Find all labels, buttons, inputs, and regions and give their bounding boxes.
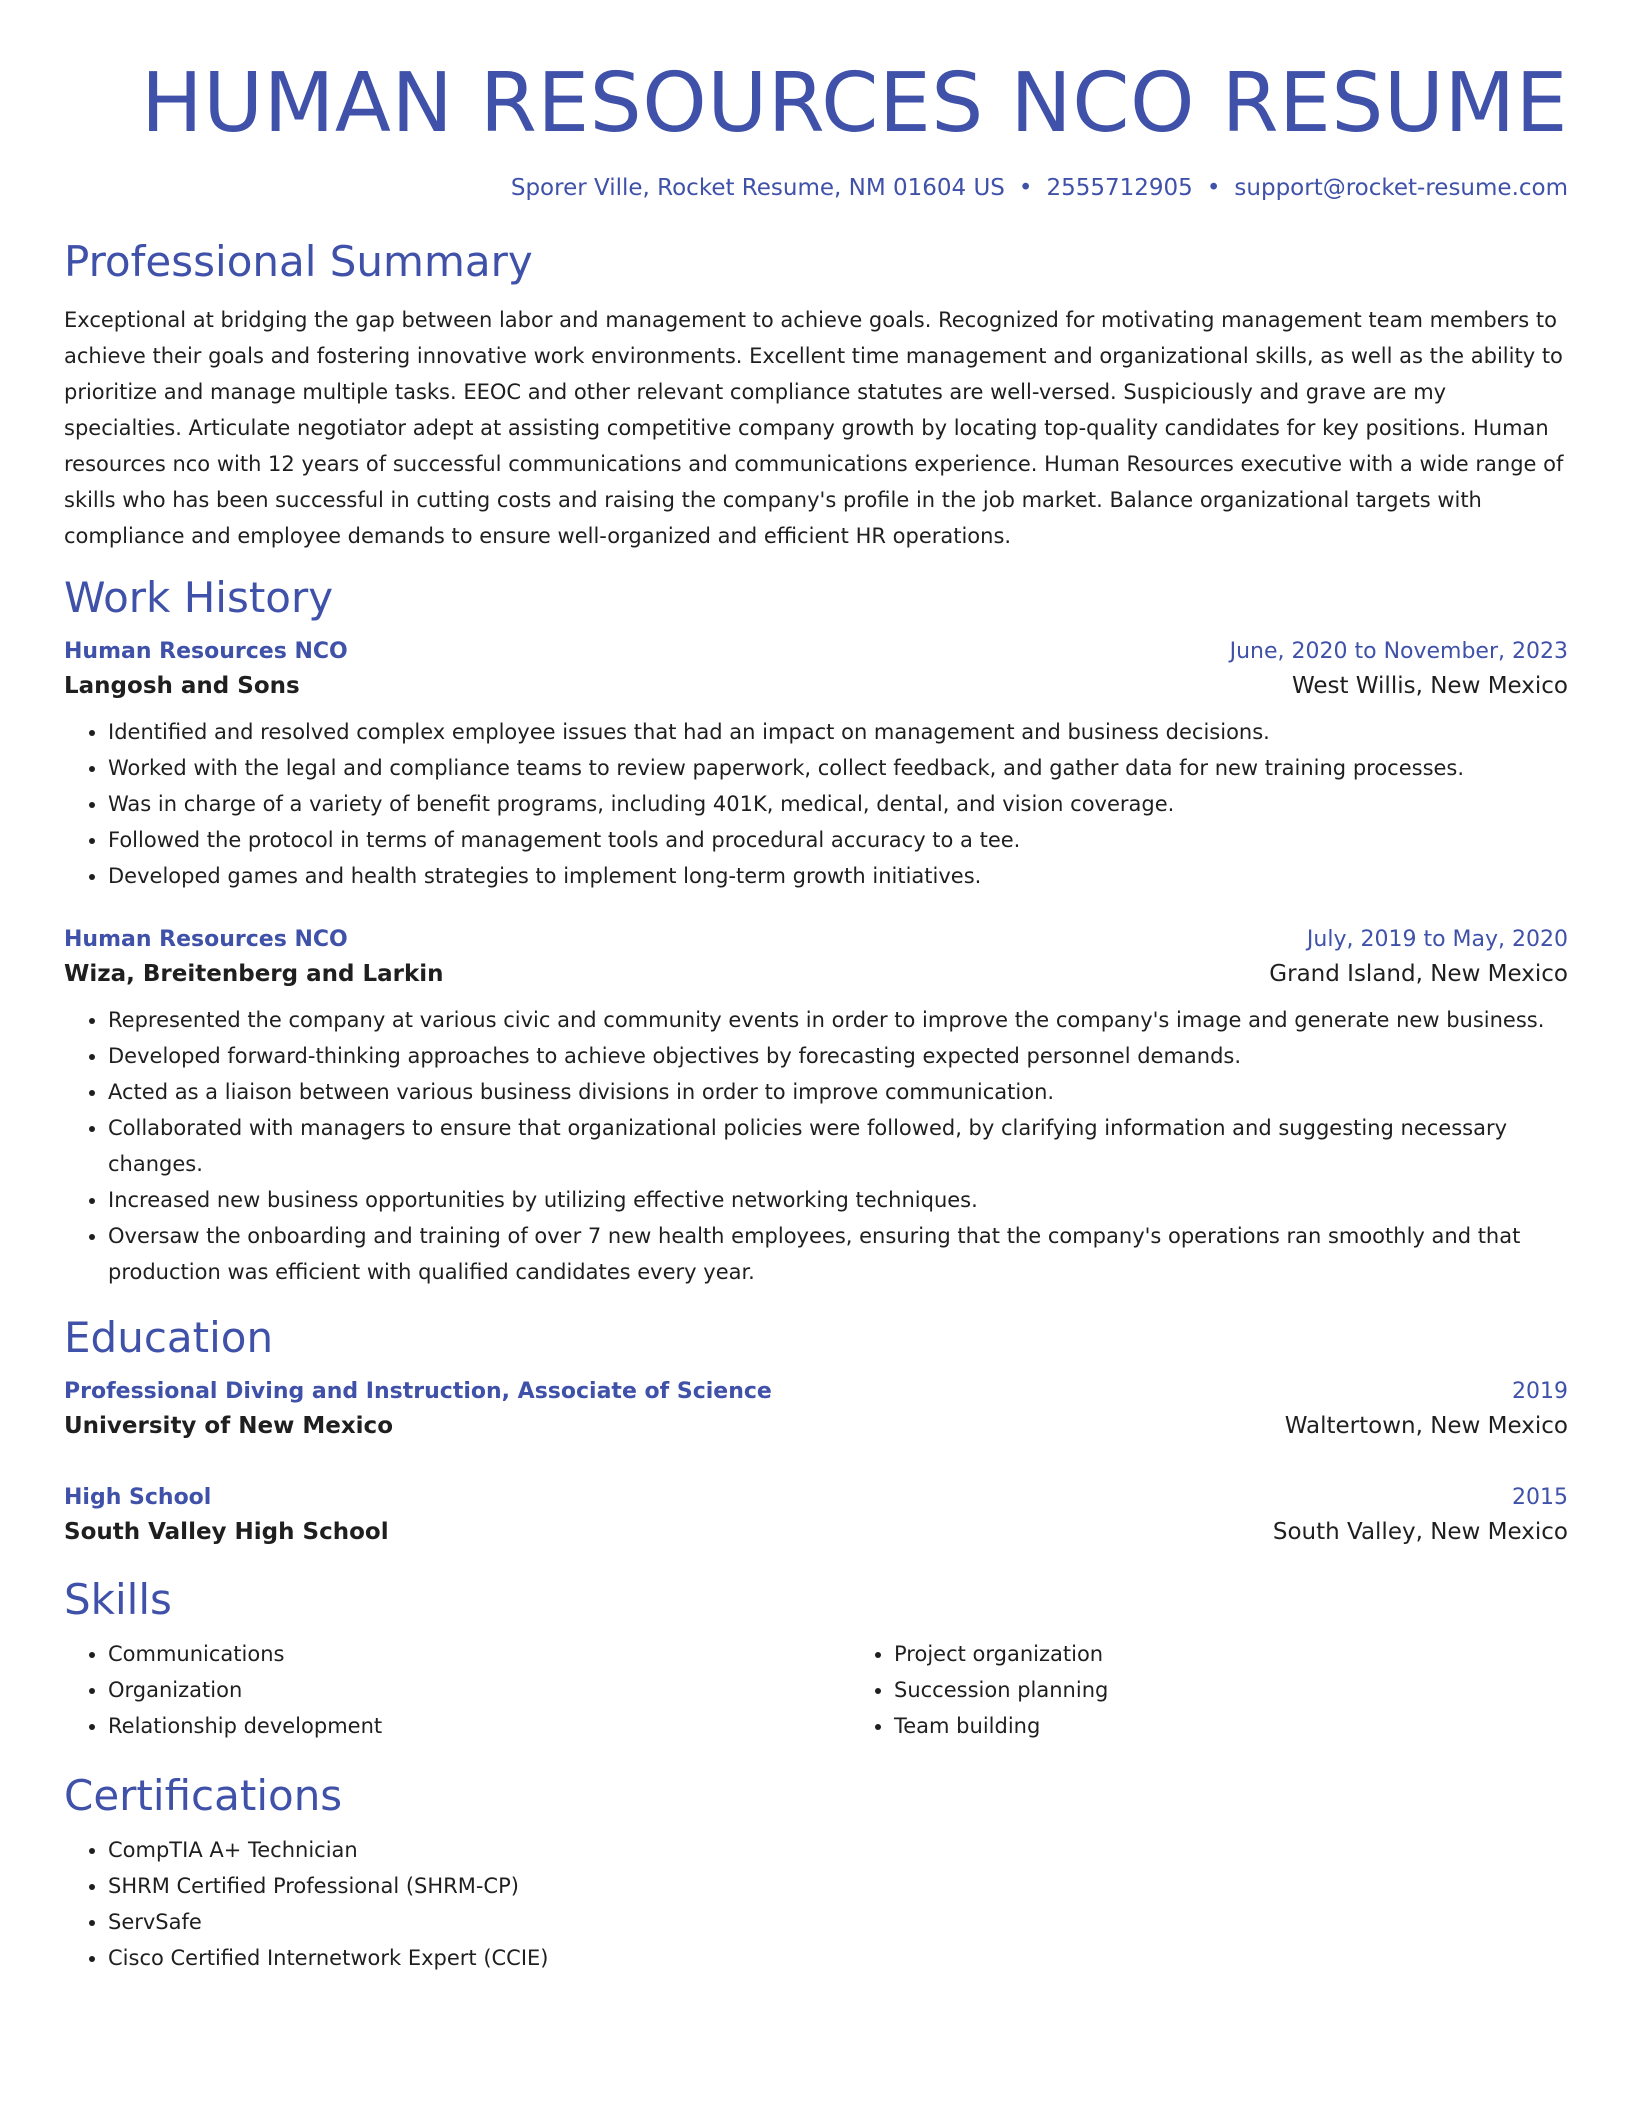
job-company-row <box>64 956 1568 992</box>
education-school-row <box>64 1514 1568 1550</box>
list-item: • Cisco Certified Internetwork Expert (CCIE) <box>108 1940 1568 1976</box>
certifications-heading: Certifications <box>64 1771 343 1820</box>
list-item: • Followed the protocol in terms of management tools and procedural accuracy to a tee. <box>108 822 1568 858</box>
education-heading: Education <box>64 1313 274 1362</box>
contact-line <box>64 172 1568 204</box>
job-dates: June, 2020 to November, 2023 <box>1229 639 1568 664</box>
list-item: • Worked with the legal and compliance teams to review paperwork, collect feedback, and gather data for new training processes. <box>108 750 1568 786</box>
separator-dot: • <box>1206 175 1221 201</box>
job-title-row <box>64 924 1568 956</box>
list-item: • Acted as a liaison between various business divisions in order to improve communication. <box>108 1074 1568 1110</box>
certifications-list <box>64 1832 1568 1976</box>
summary-text: Exceptional at bridging the gap between labor and management to achieve goals. Recognized for motivating management team members to achieve their goals and fostering innovative work environments. Excellent time management and organizational skills, as well as the ability to prioritize and manage multiple tasks. EEOC and other relevant compliance statutes are well-versed. Suspiciously and grave are my specialties. Articulate negotiator adept at assisting competitive company growth by locating top-quality candidates for key positions. Human resources nco with 12 years of successful communications and communications experience. Human Resources executive with a wide range of skills who has been successful in cutting costs and raising the company's profile in the job market. Balance organizational targets with compliance and employee demands to ensure well-organized and efficient HR operations. <box>64 308 1564 548</box>
list-item: • Organization <box>108 1672 850 1708</box>
list-item: • Team building <box>894 1708 1108 1744</box>
education-location: South Valley, New Mexico <box>1272 1519 1568 1545</box>
list-item: • Collaborated with managers to ensure that organizational policies were followed, by clarifying information and suggesting necessary changes. <box>108 1110 1568 1182</box>
education-title-row <box>64 1482 1568 1514</box>
job-entry <box>64 924 1568 1290</box>
list-item: • Developed games and health strategies to implement long-term growth initiatives. <box>108 858 1568 894</box>
work-history-heading: Work History <box>64 573 334 622</box>
list-item: • CompTIA A+ Technician <box>108 1832 1568 1868</box>
job-location: West Willis, New Mexico <box>1291 673 1568 699</box>
job-company-row <box>64 668 1568 704</box>
skills-heading: Skills <box>64 1575 172 1624</box>
list-item: • Identified and resolved complex employee issues that had an impact on management and business decisions. <box>108 714 1568 750</box>
job-title: Human Resources NCO <box>64 927 348 952</box>
job-location: Grand Island, New Mexico <box>1269 961 1568 987</box>
list-item: • Increased new business opportunities by utilizing effective networking techniques. <box>108 1182 1568 1218</box>
education-entry <box>64 1376 1568 1444</box>
job-title: Human Resources NCO <box>64 639 348 664</box>
skills-grid <box>64 1636 1568 1744</box>
separator-dot: • <box>1018 175 1033 201</box>
list-item: • Represented the company at various civic and community events in order to improve the company's image and generate new business. <box>108 1002 1568 1038</box>
education-entry <box>64 1482 1568 1550</box>
contact-address: Sporer Ville, Rocket Resume, NM 01604 US <box>510 175 1005 201</box>
education-year: 2019 <box>1512 1379 1568 1404</box>
list-item: • Succession planning <box>894 1672 1108 1708</box>
job-bullets <box>64 1002 1568 1290</box>
education-school: University of New Mexico <box>64 1413 393 1439</box>
job-entry <box>64 636 1568 894</box>
education-school-row <box>64 1408 1568 1444</box>
education-degree: High School <box>64 1485 212 1510</box>
job-dates: July, 2019 to May, 2020 <box>1306 927 1568 952</box>
skills-list-right <box>850 1636 1108 1744</box>
education-school: South Valley High School <box>64 1519 389 1545</box>
contact-email[interactable]: support@rocket-resume.com <box>1234 175 1568 201</box>
education-degree: Professional Diving and Instruction, Associate of Science <box>64 1379 772 1404</box>
list-item: • Communications <box>108 1636 850 1672</box>
job-company: Wiza, Breitenberg and Larkin <box>64 961 444 987</box>
list-item: • ServSafe <box>108 1904 1568 1940</box>
list-item: • Relationship development <box>108 1708 850 1744</box>
summary-heading: Professional Summary <box>64 237 533 286</box>
education-title-row <box>64 1376 1568 1408</box>
contact-phone: 2555712905 <box>1046 175 1193 201</box>
list-item: • Project organization <box>894 1636 1108 1672</box>
job-company: Langosh and Sons <box>64 673 300 699</box>
skills-list-left <box>64 1636 850 1744</box>
resume-title: HUMAN RESOURCES NCO RESUME <box>140 56 1568 151</box>
education-year: 2015 <box>1512 1485 1568 1510</box>
job-title-row <box>64 636 1568 668</box>
list-item: • Oversaw the onboarding and training of over 7 new health employees, ensuring that the company's operations ran smoothly and that production was efficient with qualified candidates every year. <box>108 1218 1568 1290</box>
education-location: Waltertown, New Mexico <box>1284 1413 1568 1439</box>
list-item: • Developed forward-thinking approaches to achieve objectives by forecasting expected personnel demands. <box>108 1038 1568 1074</box>
job-bullets <box>64 714 1568 894</box>
list-item: • Was in charge of a variety of benefit programs, including 401K, medical, dental, and vision coverage. <box>108 786 1568 822</box>
list-item: • SHRM Certified Professional (SHRM-CP) <box>108 1868 1568 1904</box>
